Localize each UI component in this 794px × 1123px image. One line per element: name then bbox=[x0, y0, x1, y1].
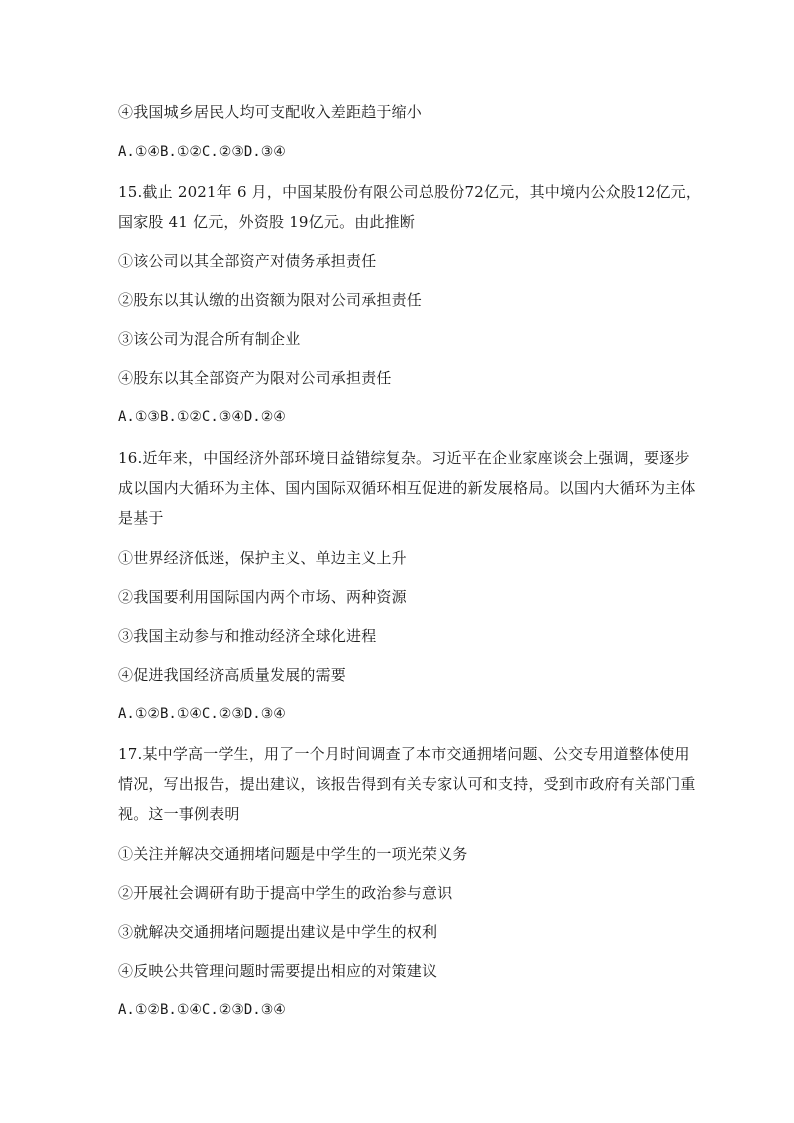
q17-stem-line-1: 17.某中学高一学生，用了一个月时间调查了本市交通拥堵问题、公交专用道整体使用 bbox=[118, 745, 690, 763]
q16-stem-line-3: 是基于 bbox=[118, 509, 164, 527]
q17-option-1: ①关注并解决交通拥堵问题是中学生的一项光荣义务 bbox=[118, 845, 468, 863]
q17-option-4: ④反映公共管理问题时需要提出相应的对策建议 bbox=[118, 962, 438, 980]
prev-answer-choices: A.①④B.①②C.②③D.③④ bbox=[118, 144, 286, 160]
q17-stem-line-2: 情况，写出报告，提出建议，该报告得到有关专家认可和支持，受到市政府有关部门重 bbox=[118, 775, 696, 793]
q17-option-2: ②开展社会调研有助于提高中学生的政治参与意识 bbox=[118, 884, 453, 902]
q16-answer-choices: A.①②B.①④C.②③D.③④ bbox=[118, 706, 286, 722]
q15-option-4: ④股东以其全部资产为限对公司承担责任 bbox=[118, 369, 392, 387]
q16-stem-line-1: 16.近年来，中国经济外部环境日益错综复杂。习近平在企业家座谈会上强调，要逐步 bbox=[118, 449, 690, 467]
q17-stem-line-3: 视。这一事例表明 bbox=[118, 805, 240, 823]
q16-option-4: ④促进我国经济高质量发展的需要 bbox=[118, 666, 347, 684]
q15-option-1: ①该公司以其全部资产对债务承担责任 bbox=[118, 252, 377, 270]
q16-option-2: ②我国要利用国际国内两个市场、两种资源 bbox=[118, 588, 407, 606]
q15-stem-line-2: 国家股 41 亿元，外资股 19亿元。由此推断 bbox=[118, 213, 416, 231]
q16-option-1: ①世界经济低迷，保护主义、单边主义上升 bbox=[118, 549, 407, 567]
q15-option-3: ③该公司为混合所有制企业 bbox=[118, 330, 301, 348]
q16-option-3: ③我国主动参与和推动经济全球化进程 bbox=[118, 627, 377, 645]
prev-option-4: ④我国城乡居民人均可支配收入差距趋于缩小 bbox=[118, 103, 423, 121]
q15-option-2: ②股东以其认缴的出资额为限对公司承担责任 bbox=[118, 291, 423, 309]
q17-answer-choices: A.①②B.①④C.②③D.③④ bbox=[118, 1002, 286, 1018]
q15-stem-line-1: 15.截止 2021年 6 月，中国某股份有限公司总股份72亿元，其中境内公众股12亿元， bbox=[118, 183, 702, 201]
q16-stem-line-2: 成以国内大循环为主体、国内国际双循环相互促进的新发展格局。以国内大循环为主体 bbox=[118, 479, 696, 497]
q17-option-3: ③就解决交通拥堵问题提出建议是中学生的权利 bbox=[118, 923, 438, 941]
q15-answer-choices: A.①③B.①②C.③④D.②④ bbox=[118, 409, 286, 425]
